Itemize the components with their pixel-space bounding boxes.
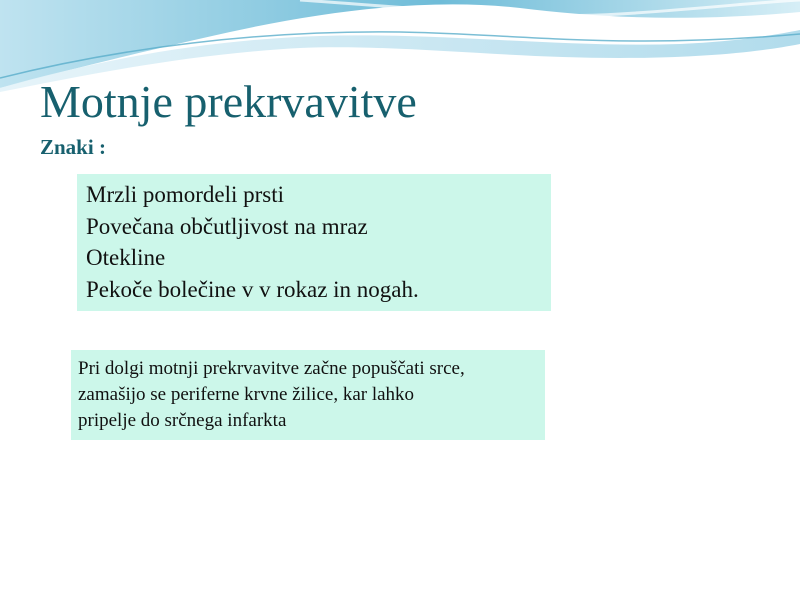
signs-box [77,174,551,311]
note-line: Pri dolgi motnji prekrvavitve začne popuščati srce, [78,358,465,379]
note-line: zamašijo se periferne krvne žilice, kar lahko [78,384,415,405]
sign-item: Mrzli pomordeli prsti [86,182,285,207]
sign-item: Povečana občutljivost na mraz [86,213,368,239]
note-line: pripelje do srčnega infarkta [78,410,287,431]
note-box [71,350,545,440]
sign-item: Otekline [86,245,166,270]
slide-subtitle: Znaki : [40,135,106,159]
sign-item: Pekoče bolečine v v rokaz in nogah. [86,276,419,302]
slide-title: Motnje prekrvavitve [40,76,417,127]
